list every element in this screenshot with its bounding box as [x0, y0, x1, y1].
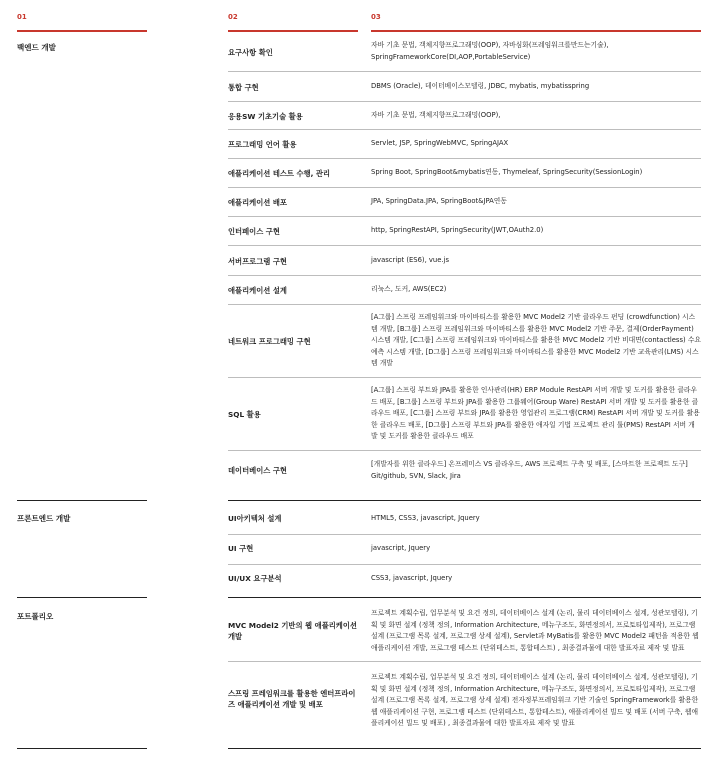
row-label: 응용SW 기초기술 활용: [228, 112, 303, 121]
table-row: [228, 217, 701, 246]
row-label: SQL 활용: [228, 410, 261, 419]
row-label: 네트워크 프로그래밍 구현: [228, 337, 311, 346]
table-row: [228, 598, 701, 662]
section-rule-end: [17, 748, 147, 749]
row-label: 요구사항 확인: [228, 48, 273, 57]
row-label: 서버프로그램 구현: [228, 257, 287, 266]
row-value: Servlet, JSP, SpringWebMVC, SpringAJAX: [371, 139, 509, 147]
row-value: javascript (ES6), vue.js: [371, 256, 450, 264]
row-label: UI아키텍처 설계: [228, 514, 282, 523]
row-value: 프로젝트 계획수립, 업무분석 및 요건 정의, 데이터베이스 설계 (논리, 물리 데이터베이스 설계, 성관모델링), 기획 및 화면 설계 (정책 정의, Information Architecture, 메뉴구조도, 화면정의서, 프로토타입제작), 프로그램 설계 (프로그램 목록 설계, 프로그램 상세 설계) 전자정부프레임워크 기반 기술인 SpringFramework를 활용한 웹 애플리케이션 구현, 프로그램 테스트 (단위테스트, 통합테스트), 애플리케이션 빌드 및 배포 (서버 구축, 웹애플리케이션 빌드 및 배포) , 최종결과물에 대한 발표자료 제작 및 발표: [371, 673, 699, 728]
row-value: [A그룹] 스프링 프레임워크와 마이바티스를 활용한 MVC Model2 기반 클라우드 펀딩 (crowdfunction) 시스템 개발, [B그룹] 스프링 프레임워크와 마이바티스를 활용한 MVC Model2 기반 주문, 결제(OrderPayment) 시스템 개발, [C그룹] 스프링 프레임워크와 마이바티스를 활용한 MVC Model2 기반 비대면(contactless) 수요 예측 시스템 개발, [D그룹] 스프링 프레임워크와 마이바티스를 활용한 MVC Model2 기반 교육관리(LMS) 시스템 개발: [371, 313, 701, 368]
section-title-backend: 백엔드 개발: [17, 43, 56, 52]
table-row: [228, 662, 701, 749]
table-row: [228, 535, 701, 565]
section-rule-frontend: [17, 500, 147, 501]
table-row: [228, 451, 701, 501]
table-row: [228, 130, 701, 159]
row-label: UI/UX 요구분석: [228, 574, 282, 583]
column-number-03: 03: [371, 13, 381, 21]
row-value: 자바 기초 문법, 객체지향프로그래밍(OOP), 자바심화(프레임워크를만드는기술), SpringFrameworkCore(DI,AOP,PortableService): [371, 41, 609, 61]
table-row: [228, 32, 701, 72]
section-title-frontend: 프론트엔드 개발: [17, 514, 71, 523]
table-row: [228, 246, 701, 276]
row-value: 리눅스, 도커, AWS(EC2): [371, 285, 447, 293]
row-label: 프로그래밍 언어 활용: [228, 140, 297, 149]
row-value: http, SpringRestAPI, SpringSecurity(JWT,OAuth2.0): [371, 226, 544, 234]
column-number-02: 02: [228, 13, 238, 21]
table-row: [228, 188, 701, 217]
table-row: [228, 159, 701, 188]
row-label: MVC Model2 기반의 웹 애플리케이션 개발: [228, 621, 357, 641]
section-title-portfolio: 포트폴리오: [17, 612, 54, 621]
row-label: 애플리케이션 설계: [228, 286, 287, 295]
table-row: [228, 501, 701, 535]
row-value: javascript, Jquery: [371, 544, 431, 552]
table-row: [228, 102, 701, 130]
row-label: 스프링 프레임워크를 활용한 엔터프라이즈 애플리케이션 개발 및 배포: [228, 689, 356, 709]
row-value: DBMS (Oracle), 데이터베이스모델링, JDBC, mybatis, mybatisspring: [371, 82, 590, 90]
row-label: 통합 구현: [228, 83, 259, 92]
table-row: [228, 276, 701, 305]
row-value: [A그룹] 스프링 부트와 JPA를 활용한 인사관리(HR) ERP Module RestAPI 서버 개발 및 도커를 활용한 클라우드 배포, [B그룹] 스프링 부트와 JPA를 활용한 그룹웨어(Group Ware) RestAPI 서버 개발 및 도커를 활용한 클라우드 배포, [C그룹] 스프링 부트와 JPA를 활용한 영업관리 프로그램(CRM) RestAPI 서버 개발 및 도커를 활용한 클라우드 배포, [D그룹] 스프링 부트와 JPA를 활용한 애자일 기법 프로젝트 관리 툴(PMS) RestAPI 서버 개발 및 도커를 활용한 클라우드 배포: [371, 386, 700, 441]
row-label: 인터페이스 구현: [228, 227, 280, 236]
row-value: Spring Boot, SpringBoot&mybatis연동, Thymeleaf, SpringSecurity(SessionLogin): [371, 168, 643, 176]
row-value: 프로젝트 계획수립, 업무분석 및 요건 정의, 데이터베이스 설계 (논리, 물리 데이터베이스 설계, 성관모델링), 기획 및 화면 설계 (정책 정의, Information Architecture, 메뉴구조도, 화면정의서, 프로토타입제작), 프로그램 설계 (프로그램 목록 설계, 프로그램 상세 설계), Servlet과 MyBatis를 활용한 MVC Model2 패턴을 적용한 웹 애플리케이션 개발, 프로그램 테스트 (단위테스트, 통합테스트) , 최종결과물에 대한 발표자료 제작 및 발표: [371, 609, 699, 652]
column-number-01: 01: [17, 13, 27, 21]
row-label: 애플리케이션 테스트 수행, 관리: [228, 169, 331, 178]
table-row: [228, 72, 701, 102]
row-label: 데이터베이스 구현: [228, 466, 287, 475]
row-label: UI 구현: [228, 544, 254, 553]
row-value: HTML5, CSS3, javascript, Jquery: [371, 514, 480, 522]
table-row: [228, 305, 701, 378]
row-label: 애플리케이션 배포: [228, 198, 287, 207]
table-row: [228, 565, 701, 598]
row-value: 자바 기초 문법, 객체지향프로그래밍(OOP),: [371, 111, 501, 119]
row-value: JPA, SpringData.JPA, SpringBoot&JPA연동: [371, 197, 507, 205]
table-row: [228, 378, 701, 451]
row-value: [개발자를 위한 클라우드] 온프레미스 VS 클라우드, AWS 프로젝트 구축 및 배포, [스마트한 프로젝트 도구] Git/github, SVN, Slack, Jira: [371, 460, 688, 480]
row-value: CSS3, javascript, Jquery: [371, 574, 453, 582]
header-rule-01: [17, 30, 147, 32]
section-rule-portfolio: [17, 597, 147, 598]
